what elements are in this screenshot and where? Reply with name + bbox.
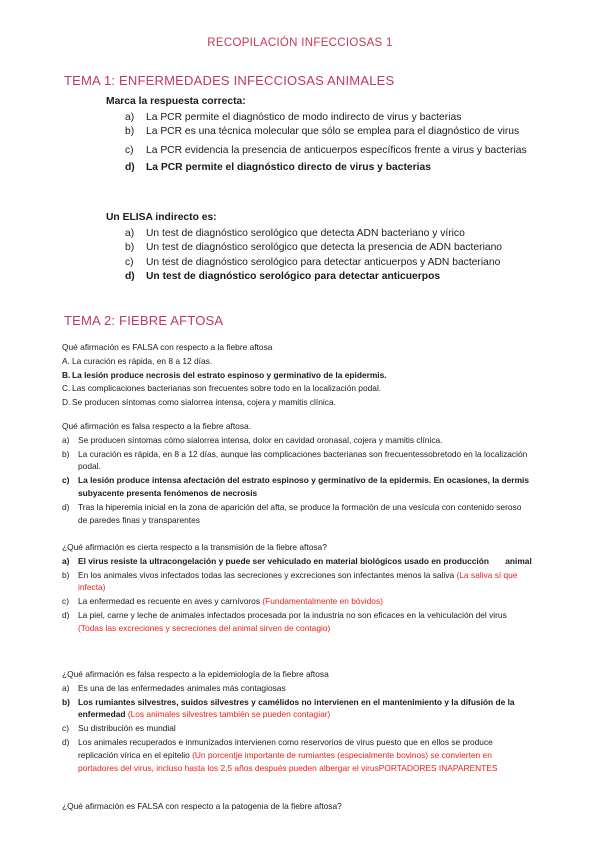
option-a bbox=[125, 111, 531, 125]
option-text: La PCR es una técnica molecular que sólo se emplea para el diagnóstico de virus bbox=[146, 126, 520, 137]
option-text: Se producen síntomas cómo sialorrea intensa, dolor en cavidad oronasal, cojera y mamitis clínica. bbox=[78, 434, 443, 445]
answer-note: (Un porcentje importante de rumiantes (especialmente bovinos) se convierten en portadores del virus, incluso hasta los 2,5 años después pueden albergar el virusPORTADORES INAPARENTES bbox=[78, 749, 498, 773]
option-text bbox=[78, 569, 532, 595]
option-label: c) bbox=[62, 596, 69, 607]
option-text bbox=[78, 736, 532, 774]
option-b-correct bbox=[62, 696, 532, 722]
option-text: Un test de diagnóstico serológico que detecta la presencia de ADN bacteriano bbox=[146, 242, 503, 253]
option-text: Es una de las enfermedades animales más contagiosas bbox=[78, 682, 286, 693]
option-label: D. bbox=[62, 397, 71, 408]
option-body: Los animales recuperados e inmunizados intervienen como reservorios de virus puesto que en ellos se produce replicación vírica en el epitelio bbox=[78, 736, 493, 760]
option-a bbox=[125, 227, 546, 241]
tema1-question-2 bbox=[106, 211, 546, 284]
option-b-correct bbox=[62, 369, 532, 382]
option-label: c) bbox=[125, 144, 134, 156]
option-b bbox=[62, 569, 532, 595]
option-label: b) bbox=[125, 126, 135, 137]
option-text: Las complicaciones bacterianas son frecuentes sobre todo en la localización podal. bbox=[72, 383, 382, 394]
option-text: Un test de diagnóstico serológico para detectar anticuerpos bbox=[146, 271, 441, 282]
option-d-correct bbox=[125, 270, 546, 284]
option-text: La PCR evidencia la presencia de anticuerpos específicos frente a virus y bacterias bbox=[146, 144, 527, 156]
option-label: A. bbox=[62, 355, 70, 366]
question-text: Un ELISA indirecto es: bbox=[106, 212, 217, 223]
answer-note: (Los animales silvestres también se pueden contagiar) bbox=[127, 709, 331, 720]
option-text bbox=[78, 609, 532, 635]
option-text: Se producen síntomas como sialorrea intensa, cojera y mamitis clínica. bbox=[72, 397, 336, 408]
option-label: B. bbox=[62, 369, 71, 380]
answer-note: (La saliva sí que infecta) bbox=[78, 569, 518, 593]
option-text: La curación es rápida, en 8 a 12 días, aunque las complicaciones bacterianas son frecuentessobretodo en la localización podal. bbox=[78, 448, 528, 472]
option-body: El virus resiste la ultracongelación y puede ser vehiculado en material biológicos usado en producción animal bbox=[78, 555, 532, 566]
option-d bbox=[62, 609, 532, 635]
option-c bbox=[62, 722, 532, 735]
option-label: d) bbox=[62, 501, 70, 512]
option-text: La PCR permite el diagnóstico de modo indirecto de virus y bacterias bbox=[146, 111, 462, 123]
option-text: Un test de diagnóstico serológico para detectar anticuerpos y ADN bacteriano bbox=[146, 256, 501, 268]
tema2-heading: TEMA 2: FIEBRE AFTOSA bbox=[64, 313, 224, 328]
option-c bbox=[62, 382, 532, 395]
option-d-correct bbox=[125, 161, 531, 175]
tema2-question-5: ¿Qué afirmación es FALSA con respecto a la patogenia de la fiebre aftosa? bbox=[62, 801, 342, 811]
tema2-question-1 bbox=[62, 341, 532, 409]
option-d bbox=[62, 736, 532, 774]
option-text bbox=[78, 555, 532, 568]
document-title: RECOPILACIÓN INFECCIOSAS 1 bbox=[207, 37, 393, 49]
option-text: La curación es rápida, en 8 a 12 días. bbox=[72, 355, 213, 366]
option-label: d) bbox=[62, 609, 70, 620]
option-b bbox=[125, 125, 531, 139]
option-text: Un test de diagnóstico serológico que detecta ADN bacteriano y vírico bbox=[146, 227, 465, 239]
question-text: ¿Qué afirmación es cierta respecto a la transmisión de la fiebre aftosa? bbox=[62, 542, 327, 552]
option-label: b) bbox=[62, 569, 70, 580]
option-label: d) bbox=[125, 162, 135, 173]
option-c bbox=[62, 595, 532, 608]
option-a bbox=[62, 682, 532, 695]
option-b bbox=[125, 241, 546, 255]
answer-note: (Fundamentalmente en bóvidos) bbox=[262, 596, 383, 607]
answer-note: (Todas las excreciones y secreciones del animal sirven de contagio) bbox=[78, 622, 331, 633]
option-label: a) bbox=[62, 434, 70, 445]
question-text: Qué afirmación es falsa respecto a la fiebre aftosa. bbox=[62, 421, 252, 431]
option-c bbox=[125, 144, 531, 158]
option-label: c) bbox=[125, 256, 134, 268]
option-body: Los rumiantes silvestres, suidos silvestres y camélidos no intervienen en el mantenimiento y la difusión de la enfermedad bbox=[78, 696, 515, 720]
option-d bbox=[62, 396, 532, 409]
option-a bbox=[62, 434, 532, 447]
option-label: b) bbox=[62, 696, 70, 707]
option-text: Su distribución es mundial bbox=[78, 723, 176, 734]
option-text: La lesión produce intensa afectación del estrato espinoso y germinativo de la epidermis. En ocasiones, la dermis subyacente presenta fenómenos de necrosis bbox=[78, 475, 529, 498]
option-label: C. bbox=[62, 383, 71, 394]
question-text: Qué afirmación es FALSA con respecto a la fiebre aftosa bbox=[62, 342, 273, 352]
option-c bbox=[125, 256, 546, 270]
option-body: La enfermedad es recuente en aves y carnívoros bbox=[78, 596, 261, 607]
option-body: En los animales vivos infectados todas las secreciones y excreciones son infectantes menos la saliva bbox=[78, 569, 455, 580]
option-c-correct bbox=[62, 474, 532, 500]
tema2-question-4 bbox=[62, 668, 532, 774]
tema2-question-3 bbox=[62, 541, 532, 635]
option-d bbox=[62, 501, 532, 527]
option-text bbox=[78, 595, 532, 608]
tema1-heading: TEMA 1: ENFERMEDADES INFECCIOSAS ANIMALES bbox=[64, 73, 395, 88]
option-label: b) bbox=[62, 448, 70, 459]
option-text: Tras la hiperemia inicial en la zona de aparición del afta, se produce la formación de una vesícula con contenido seroso de paredes finas y transparentes bbox=[78, 501, 522, 525]
option-label: c) bbox=[62, 475, 70, 486]
tema2-question-2 bbox=[62, 420, 532, 526]
option-label: a) bbox=[62, 682, 70, 693]
option-label: d) bbox=[125, 271, 135, 282]
option-label: c) bbox=[62, 723, 69, 734]
question-text: ¿Qué afirmación es falsa respecto a la epidemiología de la fiebre aftosa bbox=[62, 669, 329, 679]
option-a-correct bbox=[62, 555, 532, 568]
question-text: Marca la respuesta correcta: bbox=[106, 96, 246, 107]
option-text: La PCR permite el diagnóstico directo de virus y bacterias bbox=[146, 162, 431, 173]
option-b bbox=[62, 448, 532, 474]
option-label: a) bbox=[125, 227, 135, 239]
option-label: a) bbox=[125, 111, 135, 123]
option-label: d) bbox=[62, 736, 70, 747]
option-text: La lesión produce necrosis del estrato espinoso y germinativo de la epidermis. bbox=[72, 369, 387, 380]
option-label: a) bbox=[62, 555, 70, 566]
option-body: La piel, carne y leche de animales infectados procesada por la industria no son eficaces en la vehiculación del virus bbox=[78, 609, 507, 620]
tema1-question-1 bbox=[106, 95, 531, 175]
option-text bbox=[78, 696, 532, 722]
option-a bbox=[62, 355, 532, 368]
option-label: b) bbox=[125, 242, 135, 253]
